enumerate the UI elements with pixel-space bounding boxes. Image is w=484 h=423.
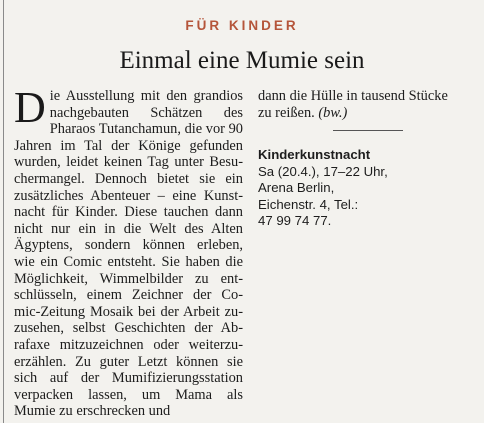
body-line: Pharaos Tutanchamun, die vor 90: [49, 121, 243, 138]
body-line: schlüsseln, einem Zeichner der Co-: [14, 287, 243, 304]
body-line: nicht nur ein in die Welt des Alten: [14, 220, 243, 237]
body-line: nacht für Kinder. Diese tauchen dann: [14, 204, 243, 221]
body-line: chermangel. Dennoch bietet sie ein: [14, 170, 243, 187]
body-line-with-author: [258, 105, 478, 122]
body-line: wie ein Comic entsteht. Sie haben die: [14, 253, 243, 270]
info-line: 47 99 74 77.: [258, 213, 332, 229]
body-line: Jahren im Tal der Könige gefunden: [14, 137, 243, 154]
body-line: mic-Zeitung Mosaik bei der Arbeit zu-: [14, 303, 243, 320]
body-line: Ägyptens, sondern können erleben,: [14, 237, 243, 254]
info-line: Eichenstr. 4, Tel.:: [258, 196, 359, 212]
body-line: zusehen, selbst Geschichten der Ab-: [14, 320, 243, 337]
body-line: sich auf der Mumifizierungsstation: [14, 370, 243, 387]
headline: Einmal eine Mumie sein: [119, 47, 365, 74]
info-title: Kinderkunstnacht: [258, 147, 371, 163]
body-line: wurden, leidet keinen Tag unter Besu-: [14, 154, 243, 171]
body-line: rafaxe mitzuzeichnen oder weiterzu-: [14, 336, 243, 353]
info-line: Arena Berlin,: [258, 180, 335, 196]
article-body-left: [14, 83, 243, 420]
divider-rule: [333, 130, 403, 131]
body-line: nachgebauten Schätzen des: [49, 104, 243, 121]
body-line: zu reißen.: [258, 104, 315, 121]
body-line: dann die Hülle in tausend Stücke: [258, 88, 448, 104]
body-line: ie Ausstellung mit den grandios: [49, 88, 243, 104]
body-line: Mumie zu erschrecken und: [14, 403, 171, 420]
info-box: [258, 147, 478, 230]
author-initials: (bw.): [318, 104, 348, 121]
info-line: Sa (20.4.), 17–22 Uhr,: [258, 163, 388, 179]
body-line: verpacken lassen, um Mama als: [14, 386, 243, 403]
body-line: Möglichkeit, Wimmelbilder zu ent-: [14, 270, 243, 287]
body-line: zusätzliches Abenteuer – eine Kunst-: [14, 187, 243, 204]
section-kicker: FÜR KINDER: [185, 18, 299, 33]
article-body-right: [258, 88, 478, 230]
body-line: erzählen. Zu guter Letzt können sie: [14, 353, 243, 370]
drop-cap: D: [14, 83, 46, 132]
